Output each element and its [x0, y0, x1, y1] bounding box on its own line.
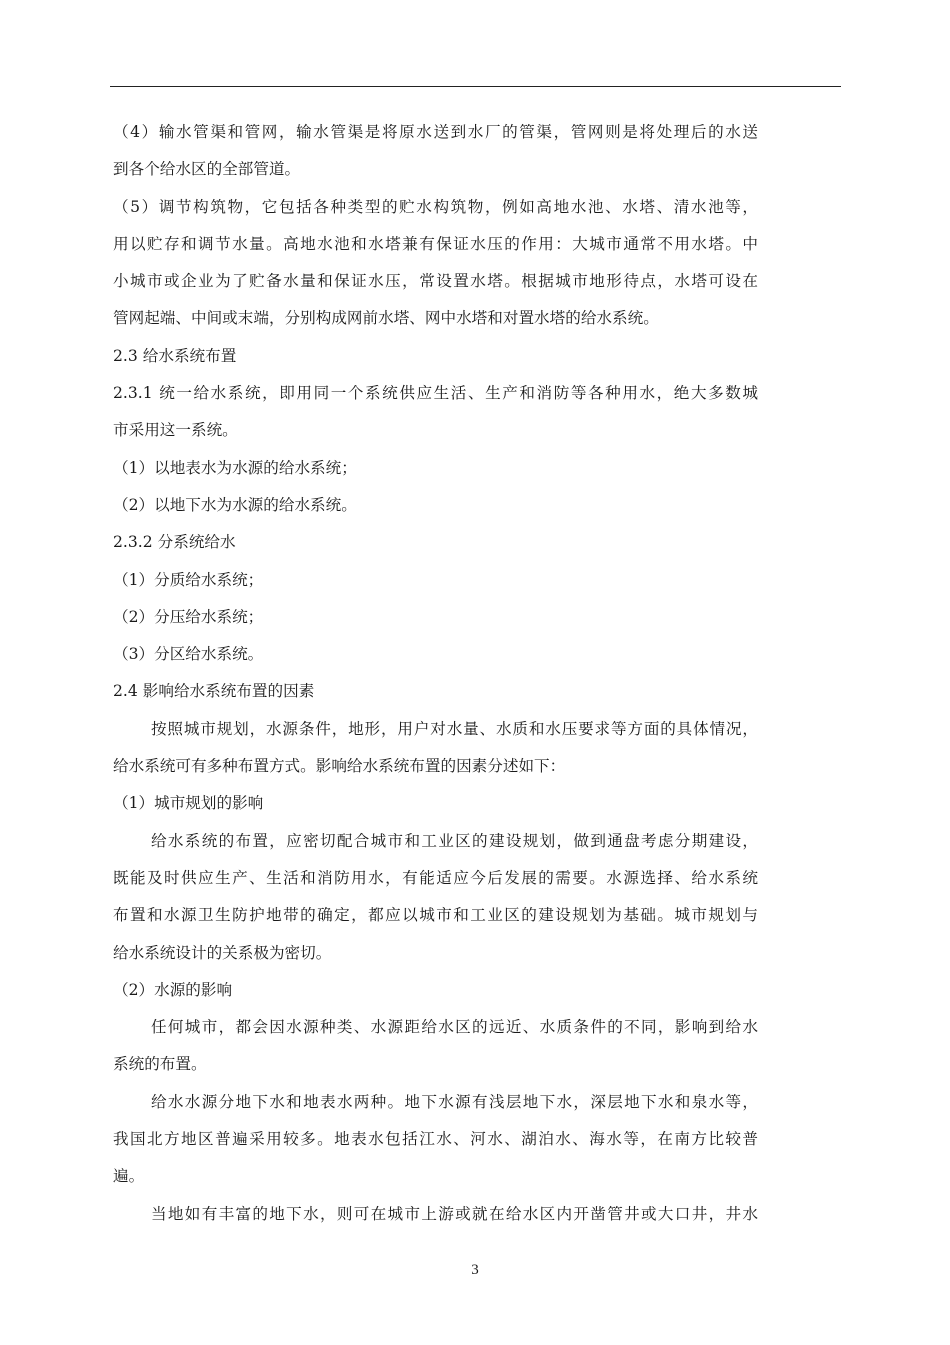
text-line: 用以贮存和调节水量。高地水池和水塔兼有保证水压的作用：大城市通常不用水塔。中 — [113, 234, 758, 253]
text-line: 布置和水源卫生防护地带的确定，都应以城市和工业区的建设规划为基础。城市规划与 — [113, 906, 758, 925]
text-line: （1）以地表水为水源的给水系统； — [113, 458, 357, 477]
text-line: 管网起端、中间或末端，分别构成网前水塔、网中水塔和对置水塔的给水系统。 — [113, 309, 659, 328]
text-line: 系统的布置。 — [113, 1055, 207, 1074]
text-line: 2.3.1 统一给水系统，即用同一个系统供应生活、生产和消防等各种用水，绝大多数城 — [113, 384, 758, 403]
text-line: 2.4 影响给水系统布置的因素 — [113, 682, 315, 701]
text-line: 当地如有丰富的地下水，则可在城市上游或就在给水区内开凿管井或大口井，井水 — [151, 1204, 758, 1223]
text-line: （1）城市规划的影响 — [113, 794, 264, 813]
text-line: （2）以地下水为水源的给水系统。 — [113, 495, 357, 514]
text-line: 给水系统可有多种布置方式。影响给水系统布置的因素分述如下： — [113, 757, 566, 776]
text-line: （3）分区给水系统。 — [113, 645, 264, 664]
text-line: （2）水源的影响 — [113, 980, 233, 999]
text-line: 遍。 — [113, 1167, 145, 1186]
text-line: 按照城市规划，水源条件，地形，用户对水量、水质和水压要求等方面的具体情况， — [151, 719, 758, 738]
text-line: 2.3 给水系统布置 — [113, 346, 237, 365]
text-line: 2.3.2 分系统给水 — [113, 533, 236, 552]
text-line: 市采用这一系统。 — [113, 421, 238, 440]
text-line: 任何城市，都会因水源种类、水源距给水区的远近、水质条件的不同，影响到给水 — [151, 1018, 758, 1037]
text-line: （2）分压给水系统； — [113, 607, 264, 626]
text-line: 我国北方地区普遍采用较多。地表水包括江水、河水、湖泊水、海水等，在南方比较普 — [113, 1130, 758, 1149]
text-line: 小城市或企业为了贮备水量和保证水压，常设置水塔。根据城市地形待点，水塔可设在 — [113, 272, 758, 291]
text-line: （4）输水管渠和管网，输水管渠是将原水送到水厂的管渠，管网则是将处理后的水送 — [113, 123, 758, 141]
text-line: 给水系统的布置，应密切配合城市和工业区的建设规划，做到通盘考虑分期建设， — [151, 831, 758, 850]
text-line: 到各个给水区的全部管道。 — [113, 160, 301, 179]
page-number: 3 — [471, 1262, 479, 1278]
text-line: 给水系统设计的关系极为密切。 — [113, 943, 332, 962]
document-body — [113, 114, 758, 1233]
text-line: （1）分质给水系统； — [113, 570, 264, 589]
header-rule — [110, 86, 841, 87]
text-line: （5）调节构筑物，它包括各种类型的贮水构筑物，例如高地水池、水塔、清水池等， — [113, 197, 758, 216]
text-line: 给水水源分地下水和地表水两种。地下水源有浅层地下水，深层地下水和泉水等， — [151, 1092, 758, 1111]
text-line: 既能及时供应生产、生活和消防用水，有能适应今后发展的需要。水源选择、给水系统 — [113, 868, 758, 887]
